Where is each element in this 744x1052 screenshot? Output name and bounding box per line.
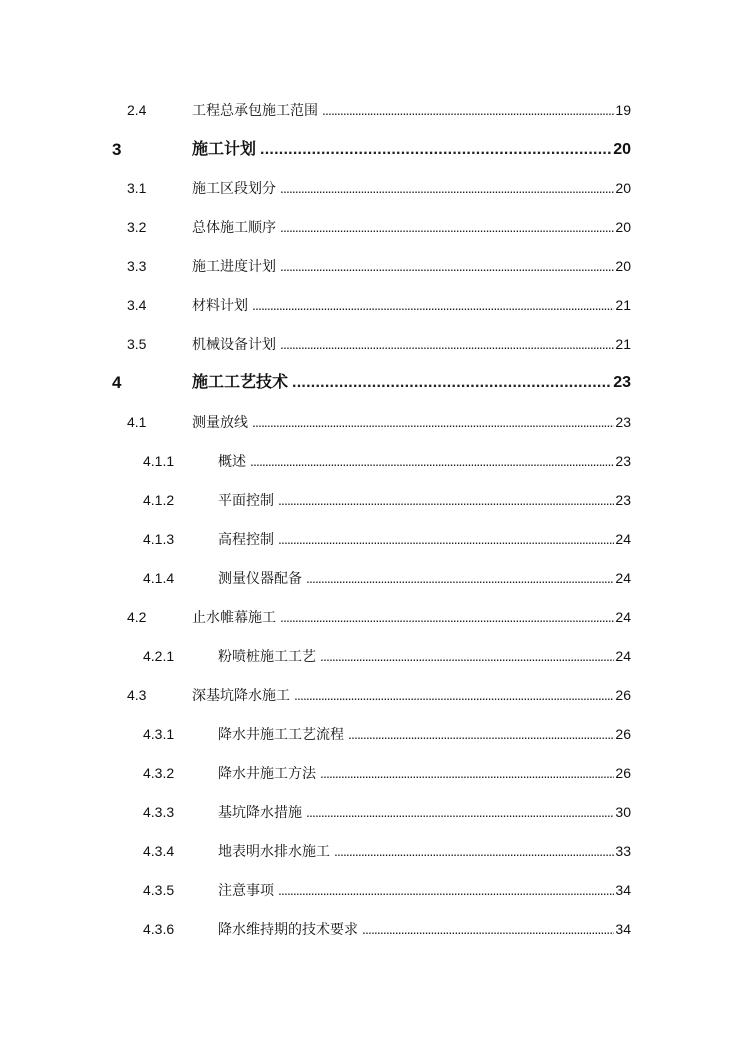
toc-entry-link[interactable] — [192, 332, 631, 356]
toc-entry-link[interactable] — [192, 254, 631, 278]
toc-entry-title: 降水井施工工艺流程 — [218, 726, 344, 742]
toc-entry-4-3-2[interactable] — [0, 761, 744, 785]
toc-entry-title: 平面控制 — [218, 492, 274, 508]
toc-entry-3-3[interactable] — [0, 254, 744, 278]
dot-leader — [292, 371, 612, 395]
toc-entry-3-2[interactable] — [0, 215, 744, 239]
toc-entry-link[interactable] — [218, 566, 631, 590]
toc-entry-number: 4.1.3 — [143, 531, 175, 547]
toc-entry-title: 总体施工顺序 — [192, 219, 276, 235]
toc-entry-page: 19 — [615, 102, 631, 118]
toc-entry-page: 21 — [615, 336, 631, 352]
toc-entry-page: 20 — [615, 219, 631, 235]
toc-entry-title: 施工区段划分 — [192, 180, 276, 196]
toc-entry-number: 3.4 — [127, 297, 147, 313]
toc-entry-number: 2.4 — [127, 102, 147, 118]
dot-leader — [260, 138, 612, 162]
toc-entry-title: 注意事项 — [218, 882, 274, 898]
toc-entry-page: 20 — [615, 258, 631, 274]
dot-leader — [322, 98, 614, 122]
toc-entry-title: 施工进度计划 — [192, 258, 276, 274]
toc-entry-4-3-3[interactable] — [0, 800, 744, 824]
toc-entry-link[interactable] — [192, 605, 631, 629]
dot-leader — [250, 449, 614, 473]
toc-entry-link[interactable] — [192, 683, 631, 707]
toc-entry-link[interactable] — [218, 722, 631, 746]
dot-leader — [252, 293, 614, 317]
toc-entry-title: 施工工艺技术 — [192, 374, 289, 391]
toc-entry-link[interactable] — [218, 644, 631, 668]
toc-entry-link[interactable] — [192, 215, 631, 239]
toc-entry-title: 降水维持期的技术要求 — [218, 921, 358, 937]
toc-entry-4-1[interactable] — [0, 410, 744, 434]
toc-entry-title: 降水井施工方法 — [218, 765, 316, 781]
toc-entry-page: 24 — [615, 570, 631, 586]
toc-entry-link[interactable] — [218, 800, 631, 824]
dot-leader — [306, 566, 614, 590]
toc-entry-number: 4.3.2 — [143, 765, 175, 781]
toc-entry-3-4[interactable] — [0, 293, 744, 317]
toc-entry-4-1-1[interactable] — [0, 449, 744, 473]
dot-leader — [348, 722, 614, 746]
toc-entry-title: 测量放线 — [192, 414, 248, 430]
toc-entry-title: 施工计划 — [192, 141, 257, 158]
toc-entry-number: 4.1.2 — [143, 492, 175, 508]
toc-entry-page: 23 — [613, 374, 631, 391]
toc-entry-page: 20 — [613, 141, 631, 158]
toc-entry-link[interactable] — [218, 839, 631, 863]
toc-entry-link[interactable] — [192, 410, 631, 434]
toc-entry-title: 材料计划 — [192, 297, 248, 313]
toc-entry-number: 3 — [112, 140, 122, 159]
toc-entry-3-1[interactable] — [0, 176, 744, 200]
toc-entry-4-3-5[interactable] — [0, 878, 744, 902]
dot-leader — [280, 176, 614, 200]
dot-leader — [280, 254, 614, 278]
toc-entry-title: 粉喷桩施工工艺 — [218, 648, 316, 664]
toc-entry-number: 4.3.6 — [143, 921, 175, 937]
toc-entry-4-2[interactable] — [0, 605, 744, 629]
toc-entry-4-3[interactable] — [0, 683, 744, 707]
toc-entry-2-4[interactable] — [0, 98, 744, 122]
toc-entry-4[interactable] — [0, 371, 744, 395]
toc-entry-page: 23 — [615, 414, 631, 430]
toc-entry-number: 4.2.1 — [143, 648, 175, 664]
toc-entry-link[interactable] — [218, 917, 631, 941]
toc-entry-page: 26 — [615, 726, 631, 742]
toc-entry-3[interactable] — [0, 138, 744, 162]
dot-leader — [320, 761, 614, 785]
dot-leader — [280, 332, 614, 356]
toc-entry-link[interactable] — [192, 371, 631, 395]
toc-entry-number: 4.1.4 — [143, 570, 175, 586]
toc-entry-page: 23 — [615, 492, 631, 508]
toc-entry-title: 高程控制 — [218, 531, 274, 547]
toc-entry-number: 3.5 — [127, 336, 147, 352]
toc-entry-page: 34 — [615, 882, 631, 898]
toc-entry-number: 4 — [112, 373, 122, 392]
toc-entry-link[interactable] — [192, 293, 631, 317]
toc-entry-number: 3.3 — [127, 258, 147, 274]
toc-entry-link[interactable] — [192, 98, 631, 122]
dot-leader — [294, 683, 614, 707]
dot-leader — [362, 917, 614, 941]
toc-entry-link[interactable] — [192, 176, 631, 200]
dot-leader — [278, 527, 614, 551]
toc-entry-title: 测量仪器配备 — [218, 570, 302, 586]
toc-entry-page: 23 — [615, 453, 631, 469]
dot-leader — [334, 839, 614, 863]
toc-entry-link[interactable] — [192, 138, 631, 162]
toc-entry-4-1-4[interactable] — [0, 566, 744, 590]
toc-entry-number: 4.3.5 — [143, 882, 175, 898]
toc-entry-title: 基坑降水措施 — [218, 804, 302, 820]
toc-entry-number: 4.3.1 — [143, 726, 175, 742]
toc-entry-number: 4.1 — [127, 414, 147, 430]
toc-entry-number: 4.2 — [127, 609, 147, 625]
dot-leader — [320, 644, 614, 668]
toc-entry-title: 概述 — [218, 453, 246, 469]
toc-entry-title: 机械设备计划 — [192, 336, 276, 352]
toc-entry-page: 24 — [615, 531, 631, 547]
toc-entry-4-3-4[interactable] — [0, 839, 744, 863]
toc-entry-page: 24 — [615, 648, 631, 664]
toc-entry-page: 26 — [615, 765, 631, 781]
toc-entry-page: 33 — [615, 843, 631, 859]
toc-entry-number: 4.1.1 — [143, 453, 175, 469]
dot-leader — [280, 605, 614, 629]
toc-entry-title: 深基坑降水施工 — [192, 687, 290, 703]
toc-entry-3-5[interactable] — [0, 332, 744, 356]
toc-entry-title: 地表明水排水施工 — [218, 843, 330, 859]
toc-entry-number: 4.3.3 — [143, 804, 175, 820]
dot-leader — [278, 488, 614, 512]
toc-entry-link[interactable] — [218, 449, 631, 473]
toc-entry-link[interactable] — [218, 878, 631, 902]
dot-leader — [278, 878, 614, 902]
toc-entry-4-1-3[interactable] — [0, 527, 744, 551]
toc-entry-page: 26 — [615, 687, 631, 703]
toc-entry-page: 34 — [615, 921, 631, 937]
toc-entry-link[interactable] — [218, 488, 631, 512]
toc-entry-page: 24 — [615, 609, 631, 625]
dot-leader — [280, 215, 614, 239]
toc-entry-number: 3.2 — [127, 219, 147, 235]
toc-entry-4-3-6[interactable] — [0, 917, 744, 941]
toc-entry-number: 3.1 — [127, 180, 147, 196]
toc-entry-page: 30 — [615, 804, 631, 820]
dot-leader — [306, 800, 614, 824]
toc-entry-number: 4.3 — [127, 687, 147, 703]
toc-entry-4-3-1[interactable] — [0, 722, 744, 746]
toc-entry-4-2-1[interactable] — [0, 644, 744, 668]
toc-entry-title: 止水帷幕施工 — [192, 609, 276, 625]
toc-entry-page: 21 — [615, 297, 631, 313]
toc-entry-page: 20 — [615, 180, 631, 196]
toc-entry-4-1-2[interactable] — [0, 488, 744, 512]
toc-entry-number: 4.3.4 — [143, 843, 175, 859]
dot-leader — [252, 410, 614, 434]
toc-entry-link[interactable] — [218, 527, 631, 551]
toc-entry-title: 工程总承包施工范围 — [192, 102, 318, 118]
toc-entry-link[interactable] — [218, 761, 631, 785]
